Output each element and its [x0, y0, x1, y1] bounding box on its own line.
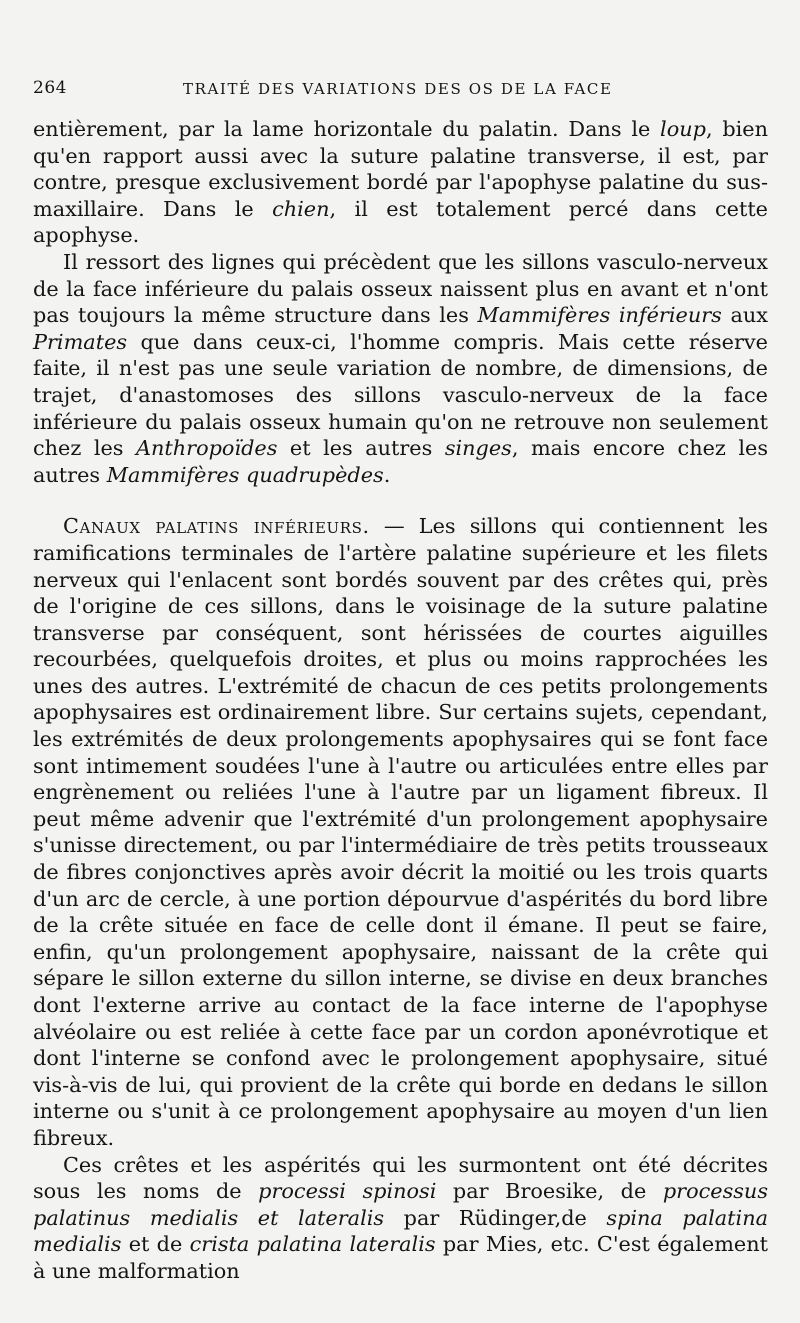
text-run: et les autres — [277, 436, 445, 461]
text-run: aux — [721, 303, 768, 328]
italic-term: Anthropoïdes — [135, 436, 278, 461]
text-run: Les sillons qui contiennent les ramifications terminales de l'artère palatine supérieure et les filets nerveux qui l'enlacent sont bordés souvent par des crêtes qui, près de l'origine de ces sillons, dans le voisinage de la suture palatine transverse par conséquent, sont hérissées de courtes aiguilles recourbées, quelquefois droites, et plus ou moins rapprochées les unes des autres. L'extrémité de chacun de ces petits prolongements apophysaires est ordinairement libre. Sur certains sujets, cependant, les extrémités de deux prolongements apophysaires qui se font face sont intimement soudées l'une à l'autre ou articulées entre elles par engrènement ou reliées l'une à l'autre par un ligament fibreux. Il peut même advenir que l'extrémité d'un prolongement apophysaire s'unisse directement, ou par l'intermédiaire de très petits trousseaux de fibres conjonctives après avoir décrit la moitié ou les trois quarts d'un arc de cercle, à une portion dépourvue d'aspérités du bord libre de la crête située en face de celle dont il émane. Il peut se faire, enfin, qu'un prolongement apophysaire, naissant de la crête qui sépare le sillon externe du sillon interne, se divise en deux branches dont l'externe arrive au contact de la face interne de l'apophyse alvéolaire ou est reliée à cette face par un cordon aponévrotique et dont l'interne se confond avec le prolongement apophysaire, situé vis-à-vis de lui, qui provient de la crête qui borde en dedans le sillon interne ou s'unit à ce prolongement apophysaire au moyen d'un lien fibreux. — [33, 514, 768, 1150]
italic-term: processus palatinus medialis et lateralis — [33, 1179, 768, 1230]
text-run: . — [383, 462, 391, 487]
italic-term: Primates — [33, 329, 128, 354]
italic-term: loup — [660, 117, 706, 141]
text-run: , bien qu'en rapport aussi avec la suture palatine transverse, il est, par contre, presque exclusivement bordé par l'apophyse palatine du sus-maxillaire. Dans le — [33, 117, 768, 221]
text-run: par Broesike, de — [436, 1179, 663, 1204]
page-header — [33, 78, 770, 102]
text-run: — — [369, 514, 419, 539]
text-run: et de — [121, 1232, 190, 1257]
body-text — [33, 116, 768, 1285]
text-run: , il est totalement percé dans cette apophyse. — [33, 196, 768, 248]
italic-term: singes — [444, 436, 512, 461]
text-run: que dans ceux-ci, l'homme compris. Mais cette réserve faite, il n'est pas une seule variation de nombre, de dimensions, de trajet, d'anastomoses des sillons vasculo-nerveux de la face inférieure du palais osseux humain qu'on ne retrouve non seulement chez les — [33, 329, 768, 461]
paragraph-4 — [33, 1152, 768, 1285]
italic-term: crista palatina lateralis — [189, 1232, 436, 1257]
paragraph-3 — [33, 513, 768, 1151]
text-run: par Mies, etc. C'est également à une malformation — [33, 1232, 768, 1283]
running-title: TRAITÉ DES VARIATIONS DES OS DE LA FACE — [183, 80, 613, 98]
italic-term: Mammifères inférieurs — [477, 303, 722, 328]
italic-term: processi spinosi — [258, 1179, 437, 1204]
section-gap — [33, 488, 768, 513]
text-run: entièrement, par la lame horizontale du palatin. Dans le — [33, 117, 661, 141]
section-heading: Canaux palatins inférieurs. — [63, 514, 370, 539]
text-run: Il ressort des lignes qui précèdent que les sillons vasculo-nerveux de la face inférieure du palais osseux naissent plus en avant et n'ont pas toujours la même structure dans les — [33, 249, 768, 328]
italic-term: Mammifères quadrupèdes — [106, 462, 384, 487]
text-run: , mais encore chez les autres — [33, 436, 768, 487]
text-run: Ces crêtes et les aspérités qui les surmontent ont été décrites sous les noms de — [33, 1152, 768, 1204]
text-run: par Rüdinger,de — [384, 1205, 607, 1230]
italic-term: spina palatina medialis — [33, 1205, 768, 1257]
italic-term: chien — [272, 196, 330, 221]
paragraph-2 — [33, 249, 768, 488]
page-number: 264 — [33, 78, 67, 98]
paragraph-1 — [33, 116, 768, 249]
